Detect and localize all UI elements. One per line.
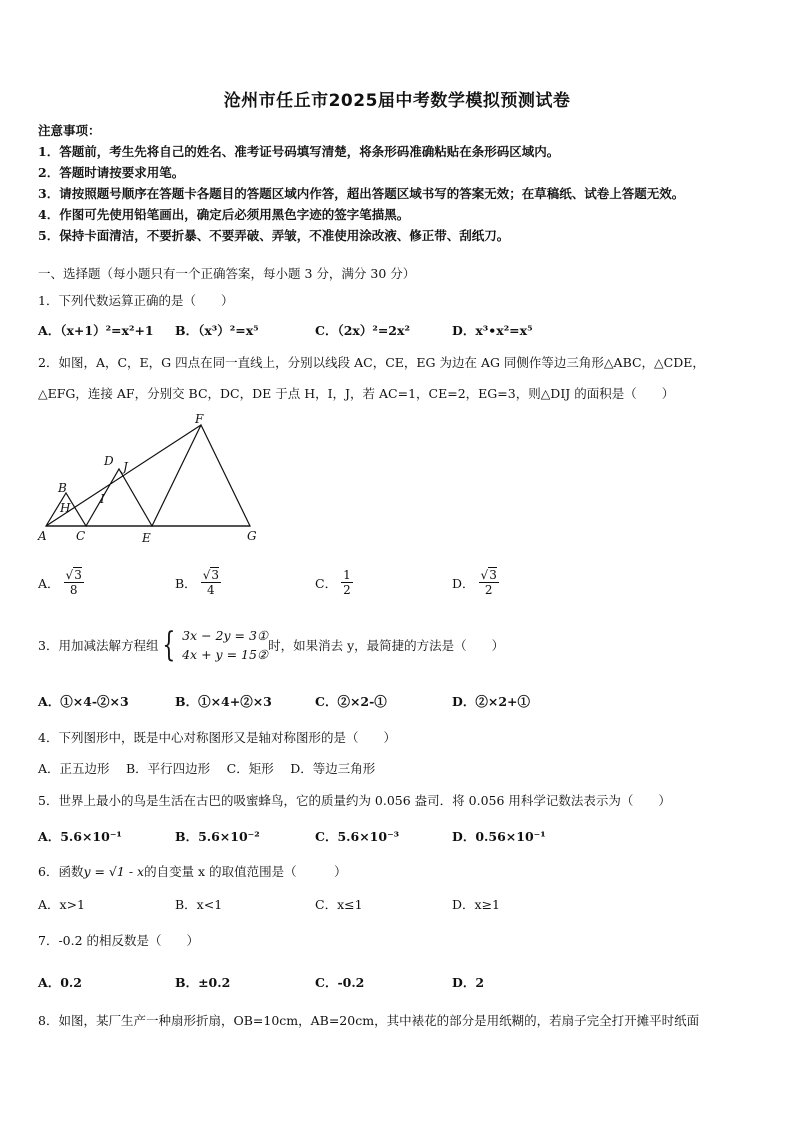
q2-option-b xyxy=(175,568,221,597)
q2-stem-line1: 2．如图，A，C，E，G 四点在同一直线上，分别以线段 AC，CE，EG 为边在 AG 同侧作等边三角形△ABC，△CDE， xyxy=(38,355,705,370)
fig-label-i: I xyxy=(100,492,105,506)
q2-option-a-fraction xyxy=(64,568,84,597)
fig-label-j: J xyxy=(123,460,128,474)
notice-item-1: 1．答题前，考生先将自己的姓名、准考证号码填写清楚，将条形码准确粘贴在条形码区域内。 xyxy=(38,144,560,159)
q6-prefix: 6．函数 xyxy=(38,864,84,879)
q4-options: A．正五边形 B．平行四边形 C．矩形 D．等边三角形 xyxy=(38,761,376,776)
q1-option-a: A．（x+1）²=x²+1 xyxy=(38,323,154,338)
notice-item-2: 2．答题时请按要求用笔。 xyxy=(38,165,185,180)
q5-option-b: B．5.6×10⁻² xyxy=(175,829,260,844)
sqrt-sign: √ xyxy=(202,568,211,582)
q6-option-a: A．x>1 xyxy=(38,897,86,912)
sqrt-sign: √ xyxy=(480,568,489,582)
q5-option-a: A．5.6×10⁻¹ xyxy=(38,829,122,844)
q5-stem: 5．世界上最小的鸟是生活在古巴的吸蜜蜂鸟，它的质量约为 0.056 盎司．将 0.056 用科学记数法表示为（ ） xyxy=(38,793,671,808)
q1-stem: 1．下列代数运算正确的是（ ） xyxy=(38,293,234,308)
q6-option-d: D．x≥1 xyxy=(452,897,500,912)
q4-stem: 4．下列图形中，既是中心对称图形又是轴对称图形的是（ ） xyxy=(38,730,396,745)
q8-stem: 8．如图，某厂生产一种扇形折扇，OB=10cm，AB=20cm，其中裱花的部分是用纸糊的，若扇子完全打开摊平时纸面 xyxy=(38,1013,700,1028)
q7-option-c: C．-0.2 xyxy=(315,975,365,990)
q2-option-b-label: B． xyxy=(175,575,197,591)
q3-equation-1: 3x − 2y = 3① xyxy=(182,628,269,643)
notice-item-3: 3．请按照题号顺序在答题卡各题目的答题区域内作答，超出答题区域书写的答案无效；在草稿纸、试卷上答题无效。 xyxy=(38,186,685,201)
q1-option-c: C．（2x）²=2x² xyxy=(315,323,410,338)
q2-d-num: 3 xyxy=(489,568,497,582)
q3-option-d: D．②×2+① xyxy=(452,694,530,709)
q2-triangle-figure xyxy=(34,410,266,550)
q1-option-d: D．x³•x²=x⁵ xyxy=(452,323,533,338)
notice-item-5: 5．保持卡面清洁，不要折暴、不要弄破、弄皱，不准使用涂改液、修正带、刮纸刀。 xyxy=(38,228,510,243)
fig-label-a: A xyxy=(38,529,47,543)
q7-option-d: D．2 xyxy=(452,975,485,990)
q3-option-b: B．①×4+②×3 xyxy=(175,694,272,709)
q2-option-d xyxy=(452,568,499,597)
q6-option-c: C．x≤1 xyxy=(315,897,363,912)
brace-icon: { xyxy=(162,625,176,665)
q2-a-num: 3 xyxy=(74,568,82,582)
q6-stem xyxy=(38,862,347,880)
notice-block xyxy=(38,120,684,246)
q5-option-d: D．0.56×10⁻¹ xyxy=(452,829,546,844)
q2-b-den: 4 xyxy=(207,583,215,597)
q6-option-b: B．x<1 xyxy=(175,897,223,912)
q3-stem xyxy=(38,626,504,664)
q6-formula: y = √1 - x xyxy=(83,864,145,879)
q7-option-b: B．±0.2 xyxy=(175,975,231,990)
q3-equation-system xyxy=(158,626,268,664)
fig-label-e: E xyxy=(142,531,151,545)
q2-b-num: 3 xyxy=(211,568,219,582)
q2-c-den: 2 xyxy=(343,583,351,597)
section-heading: 一、选择题（每小题只有一个正确答案，每小题 3 分，满分 30 分） xyxy=(38,266,416,281)
q2-a-den: 8 xyxy=(69,583,78,597)
q3-equation-2: 4x + y = 15② xyxy=(182,647,269,662)
fig-label-h: H xyxy=(60,501,71,515)
q2-option-a-label: A． xyxy=(38,575,60,591)
q3-option-a: A．①×4-②×3 xyxy=(38,694,129,709)
q7-stem: 7．-0.2 的相反数是（ ） xyxy=(38,933,200,948)
q5-option-c: C．5.6×10⁻³ xyxy=(315,829,400,844)
q2-option-a xyxy=(38,568,84,597)
q3-suffix: 时，如果消去 y，最简捷的方法是（ ） xyxy=(268,638,505,653)
q2-option-c-fraction xyxy=(341,568,353,597)
fig-label-g: G xyxy=(247,529,257,543)
sqrt-sign: √ xyxy=(65,568,74,582)
fig-label-f: F xyxy=(195,412,204,426)
q3-prefix: 3．用加减法解方程组 xyxy=(38,638,159,653)
q2-option-b-fraction xyxy=(201,568,221,597)
q2-d-den: 2 xyxy=(484,583,493,597)
q2-option-c xyxy=(315,568,353,597)
q6-suffix: 的自变量 x 的取值范围是（ ） xyxy=(144,864,347,879)
fig-label-d: D xyxy=(104,454,114,468)
q2-option-d-label: D． xyxy=(452,575,475,591)
page-title: 沧州市任丘市2025届中考数学模拟预测试卷 xyxy=(223,91,571,111)
q7-option-a: A．0.2 xyxy=(38,975,82,990)
q1-option-b: B．（x³）²=x⁵ xyxy=(175,323,259,338)
notice-heading: 注意事项： xyxy=(38,123,101,138)
fig-label-c: C xyxy=(76,529,86,543)
notice-item-4: 4．作图可先使用铅笔画出，确定后必须用黑色字迹的签字笔描黑。 xyxy=(38,207,410,222)
q3-option-c: C．②×2-① xyxy=(315,694,387,709)
fig-label-b: B xyxy=(58,481,67,495)
q2-option-d-fraction xyxy=(479,568,499,597)
q2-stem-line2: △EFG，连接 AF，分别交 BC，DC，DE 于点 H，I，J，若 AC=1，CE=2，EG=3，则△DIJ 的面积是（ ） xyxy=(38,386,675,401)
q2-option-c-label: C． xyxy=(315,575,338,591)
q2-c-num: 1 xyxy=(343,568,351,582)
